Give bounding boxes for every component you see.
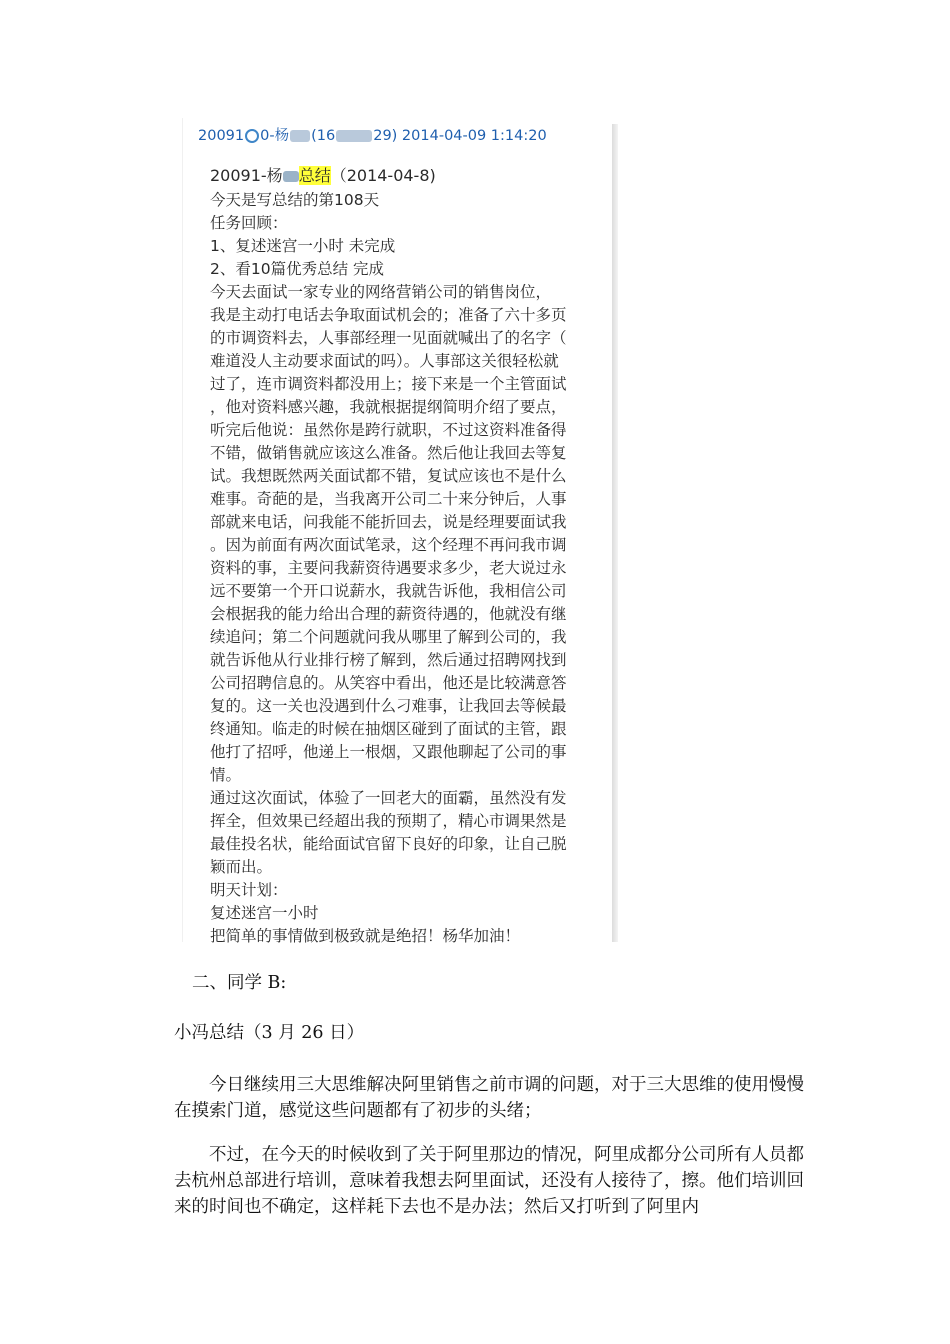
paragraph-line: 我是主动打电话去争取面试机会的；准备了六十多页 [210,306,567,324]
blurred-name [290,130,310,142]
paragraph-line: 颖而出。 [210,858,273,876]
paragraph-line: 续追问；第二个问题就问我从哪里了解到公司的，我 [210,628,567,646]
header-mid: 0-杨 [260,128,290,144]
blurred-title-name [283,171,299,182]
paragraph-line: 终通知。临走的时候在抽烟区碰到了面试的主管，跟 [210,720,567,738]
paragraph-line: 远不要第一个开口说薪水，我就告诉他，我相信公司 [210,582,567,600]
header-id-end: 29) 2014-04-09 1:14:20 [373,128,547,144]
paragraph-line: 情。 [210,766,242,784]
paragraph-line: 不错，做销售就应该这么准备。然后他让我回去等复 [210,444,567,462]
paragraph-line: 复的。这一关也没遇到什么刁难事，让我回去等候最 [210,697,567,715]
title-prefix: 20091-杨 [210,166,283,185]
screenshot-title [210,164,585,187]
title-highlight: 总结 [298,166,331,185]
paragraph-line: 过了，连市调资料都没用上；接下来是一个主管面试 [210,375,567,393]
paragraph-line: 会根据我的能力给出合理的薪资待遇的，他就没有继 [210,605,567,623]
paragraph-line: 最佳投名状，能给面试官留下良好的印象，让自己脱 [210,835,567,853]
paragraph-line: 公司招聘信息的。从笑容中看出，他还是比较满意答 [210,674,567,692]
paragraph-line: 把简单的事情做到极致就是绝招！杨华加油！ [210,927,521,945]
paragraph-line: 通过这次面试，体验了一回老大的面霸，虽然没有发 [210,789,567,807]
header-prefix: 20091 [198,128,245,144]
paragraph-line: 明天计划： [210,881,288,899]
body-line: 1、复述迷宫一小时 未完成 [210,237,396,255]
title-suffix: （2014-04-8) [330,166,436,185]
paragraph-line: 试。我想既然两关面试都不错，复试应该也不是什么 [210,467,567,485]
paragraph-line: 的市调资料去，人事部经理一见面就喊出了的名字（ [210,329,567,347]
screenshot-header [198,124,547,145]
paragraph-2: 不过，在今天的时候收到了关于阿里那边的情况，阿里成都分公司所有人员都去杭州总部进行培训，意味着我想去阿里面试，还没有人接待了，擦。他们培训回来的时间也不确定，这样耗下去也不是办法；然后又打听到了阿里内 [174,1145,804,1217]
body-line: 今天是写总结的第108天 [210,191,380,209]
paragraph-line: 挥全，但效果已经超出我的预期了，精心市调果然是 [210,812,567,830]
paragraph-line: 难道没人主动要求面试的吗）。人事部这关很轻松就 [210,352,559,370]
screenshot-body [210,164,585,948]
paragraph-1: 今日继续用三大思维解决阿里销售之前市调的问题，对于三大思维的使用慢慢在摸索门道，感觉这些问题都有了初步的头绪； [174,1075,804,1121]
section-heading: 二、同学 B: [192,973,287,993]
paragraph-line: 资料的事，主要问我薪资待遇要求多少，老大说过永 [210,559,567,577]
paragraph-line: 复述迷宫一小时 [210,904,319,922]
summary-title: 小冯总结（3 月 26 日） [174,1023,365,1043]
paragraph-line: 他打了招呼，他递上一根烟，又跟他聊起了公司的事 [210,743,567,761]
gear-icon [245,129,259,143]
paragraph-line: 听完后他说：虽然你是跨行就职，不过这资料准备得 [210,421,567,439]
paragraph-line: 。因为前面有两次面试笔录，这个经理不再问我市调 [210,536,567,554]
header-id-start: (16 [311,128,336,144]
paragraph-line: ，他对资料感兴趣，我就根据提纲简明介绍了要点， [210,398,567,416]
paragraph-line: 今天去面试一家专业的网络营销公司的销售岗位， [210,283,552,301]
body-line: 2、看10篇优秀总结 完成 [210,260,385,278]
body-line: 任务回顾： [210,214,288,232]
body-paragraph [210,281,585,948]
screenshot-scrollbar [612,124,618,942]
blurred-id [336,130,372,142]
paragraph-line: 部就来电话，问我能不能折回去，说是经理要面试我 [210,513,567,531]
paragraph-line: 难事。奇葩的是，当我离开公司二十来分钟后，人事 [210,490,567,508]
paragraph-line: 就告诉他从行业排行榜了解到，然后通过招聘网找到 [210,651,567,669]
